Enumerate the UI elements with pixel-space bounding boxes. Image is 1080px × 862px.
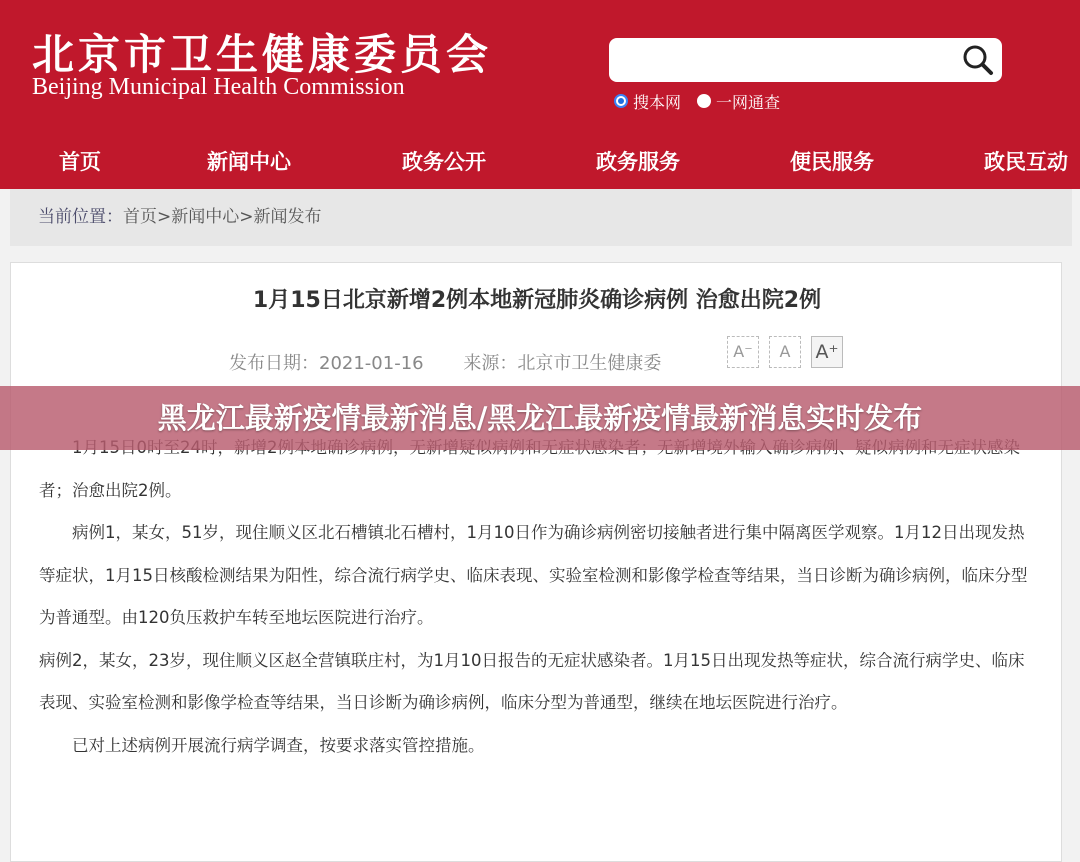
breadcrumb-label: 当前位置： <box>38 207 123 227</box>
nav-item-gov-service[interactable]: 政务服务 <box>596 150 680 174</box>
site-logo-english[interactable]: Beijing Municipal Health Commission <box>32 74 405 100</box>
source-label: 来源： <box>463 353 518 374</box>
publish-date-value: 2021-01-16 <box>319 353 424 374</box>
scope-option-label: 一网通查 <box>716 92 781 112</box>
search-scope <box>614 90 796 112</box>
nav-item-news[interactable]: 新闻中心 <box>207 150 291 174</box>
article-title: 1月15日北京新增2例本地新冠肺炎确诊病例 治愈出院2例 <box>252 288 822 313</box>
breadcrumb-item-home[interactable]: 首页 <box>123 207 157 227</box>
article <box>10 262 1062 862</box>
source-value: 北京市卫生健康委 <box>517 353 662 374</box>
nav-item-gov-info[interactable]: 政务公开 <box>402 150 486 174</box>
site-header <box>0 0 1080 189</box>
breadcrumb <box>10 189 1072 246</box>
article-paragraph: 已对上述病例开展流行病学调查，按要求落实管控措施。 <box>72 735 485 755</box>
scope-option-site[interactable] <box>614 90 681 113</box>
font-decrease-button[interactable]: A⁻ <box>727 336 759 368</box>
breadcrumb-separator: > <box>239 207 254 227</box>
nav-item-public-service[interactable]: 便民服务 <box>790 150 874 174</box>
article-meta <box>229 349 695 375</box>
breadcrumb-item-releases[interactable]: 新闻发布 <box>253 207 322 227</box>
publish-date <box>229 353 424 374</box>
font-increase-button[interactable]: A⁺ <box>811 336 843 368</box>
search-box <box>609 38 1002 82</box>
font-size-controls <box>727 336 853 368</box>
article-body <box>39 427 1039 767</box>
nav-item-interaction[interactable]: 政民互动 <box>984 150 1068 174</box>
search-icon <box>958 40 998 80</box>
publish-date-label: 发布日期： <box>229 353 319 374</box>
radio-checked-icon <box>614 94 628 108</box>
nav-item-home[interactable]: 首页 <box>59 150 101 174</box>
search-button[interactable] <box>958 40 998 80</box>
font-reset-button[interactable]: A <box>769 336 801 368</box>
search-input[interactable] <box>619 44 953 78</box>
headline-overlay <box>0 386 1080 450</box>
radio-unchecked-icon <box>697 94 711 108</box>
breadcrumb-item-news[interactable]: 新闻中心 <box>171 207 240 227</box>
scope-option-all[interactable] <box>697 90 780 113</box>
article-paragraph: 者；治愈出院2例。 <box>39 480 182 500</box>
scope-option-label: 搜本网 <box>633 92 682 112</box>
headline-overlay-text: 黑龙江最新疫情最新消息/黑龙江最新疫情最新消息实时发布 <box>157 401 923 435</box>
site-logo-chinese[interactable]: 北京市卫生健康委员会 <box>32 30 493 79</box>
breadcrumb-separator: > <box>157 207 172 227</box>
article-paragraph: 病例2，某女，23岁，现住顺义区赵全营镇联庄村，为1月10日报告的无症状感染者。1月15日出现发热等症状，综合流行病学史、临床表现、实验室检测和影像学检查等结果，当日诊断为确诊病例，临床分型为普通型，继续在地坛医院进行治疗。 <box>39 650 1025 712</box>
article-source <box>463 353 661 374</box>
article-paragraph: 病例1，某女，51岁，现住顺义区北石槽镇北石槽村，1月10日作为确诊病例密切接触者进行集中隔离医学观察。1月12日出现发热等症状，1月15日核酸检测结果为阳性，综合流行病学史、临床表现、实验室检测和影像学检查等结果，当日诊断为确诊病例，临床分型为普通型。由120负压救护车转至地坛医院进行治疗。 <box>39 523 1028 627</box>
main-nav <box>0 136 1080 188</box>
